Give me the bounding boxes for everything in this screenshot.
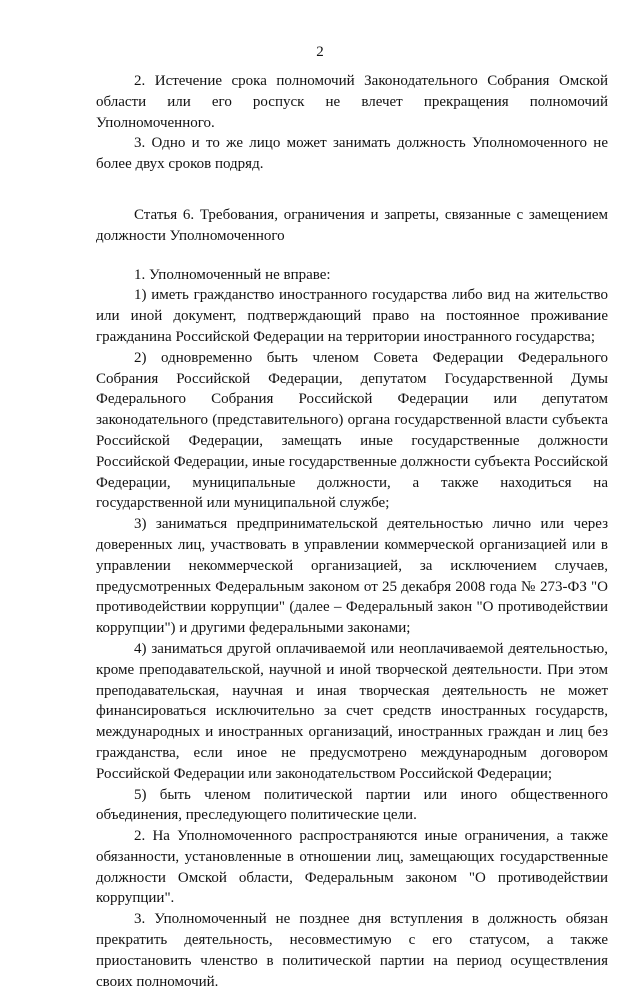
paragraph-term-limit: 3. Одно и то же лицо может занимать должность Уполномоченного не более двух сроков подряд. <box>96 135 608 173</box>
article-6-heading: Статья 6. Требования, ограничения и запреты, связанные с замещением должности Уполномоченного <box>96 206 608 244</box>
page-number: 2 <box>316 44 324 60</box>
list-item-business-activity: 3) заниматься предпринимательской деятельностью лично или через доверенных лиц, участвовать в управлении коммерческой организацией или в управлении некоммерческой организацией, за исключением случаев, предусмотренных Федеральным законом от 25 декабря 2008 года № 273-ФЗ "О противодействии коррупции" (далее – Федеральный закон "О противодействии коррупции") и другими федеральными законами; <box>96 516 608 637</box>
paragraph-restrictions-intro: 1. Уполномоченный не вправе: <box>134 266 331 283</box>
list-item-paid-activity: 4) заниматься другой оплачиваемой или неоплачиваемой деятельностью, кроме преподавательской, научной и иной творческой деятельности. При этом преподавательская, научная и иная творческая деятельность не может финансироваться исключительно за счет средств иностранных государств, международных и иностранных организаций, иностранных граждан и лиц без гражданства, если иное не предусмотрено международным договором Российской Федерации или законодательством Российской Федерации; <box>96 640 608 782</box>
paragraph-cease-activity: 3. Уполномоченный не позднее дня вступления в должность обязан прекратить деятельность, несовместимую с его статусом, а также приостановить членство в политической партии на период осуществления своих полномочий. <box>96 911 608 990</box>
list-item-political-party: 5) быть членом политической партии или иного общественного объединения, преследующего политические цели. <box>96 786 608 824</box>
document-body <box>96 71 608 992</box>
list-item-foreign-citizenship: 1) иметь гражданство иностранного государства либо вид на жительство или иной документ, подтверждающий право на постоянное проживание гражданина Российской Федерации на территории иностранного государства; <box>96 287 608 345</box>
paragraph-term-expiry: 2. Истечение срока полномочий Законодательного Собрания Омской области или его роспуск не влечет прекращения полномочий Уполномоченного. <box>96 73 608 131</box>
list-item-other-positions: 2) одновременно быть членом Совета Федерации Федерального Собрания Российской Федерации, депутатом Государственной Думы Федерального Собрания Российской Федерации или депутатом законодательного (представительного) органа государственной власти субъекта Российской Федерации, замещать иные государственные должности Российской Федерации, иные государственные должности субъекта Российской Федерации, муниципальные должности, а также находиться на государственной или муниципальной службе; <box>96 349 608 512</box>
paragraph-other-restrictions: 2. На Уполномоченного распространяются иные ограничения, а также обязанности, установленные в отношении лиц, замещающих государственные должности Омской области, Федеральным законом "О противодействии коррупции". <box>96 828 608 907</box>
